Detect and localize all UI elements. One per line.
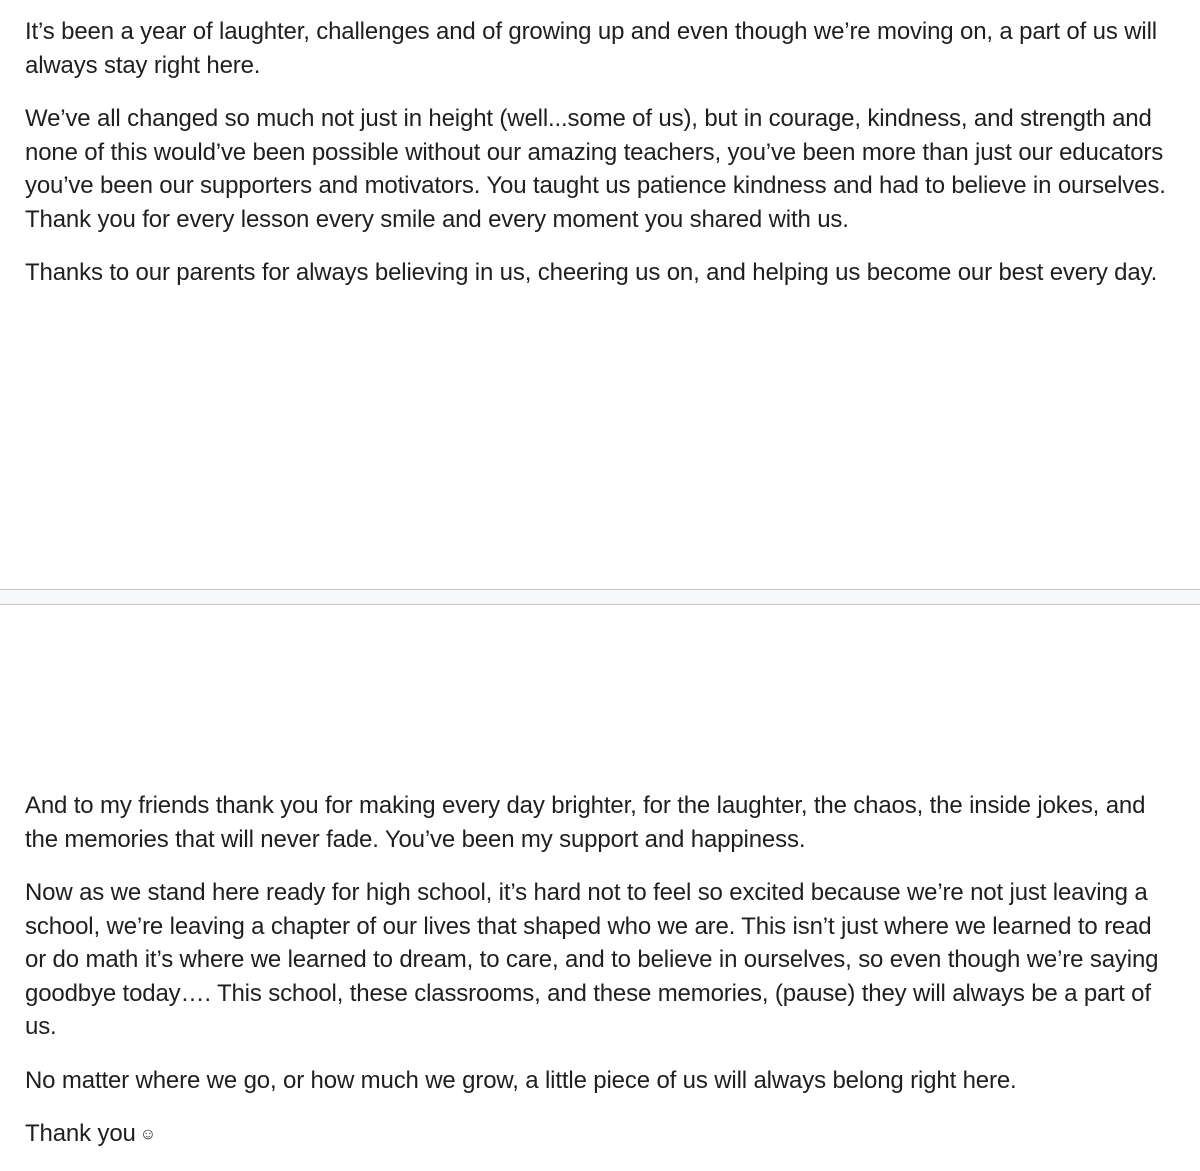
paragraph-intro: It’s been a year of laughter, challenges and of growing up and even though we’re moving on, a part of us will always stay right here. xyxy=(25,18,1157,79)
page-1-text-body[interactable] xyxy=(25,15,1175,310)
closing-line xyxy=(25,1117,1175,1151)
page-2-text-body[interactable] xyxy=(25,789,1175,1171)
paragraph-friends: And to my friends thank you for making every day brighter, for the laughter, the chaos, the inside jokes, and the memories that will never fade. You’ve been my support and happiness. xyxy=(25,792,1146,853)
paragraph-parents: Thanks to our parents for always believing in us, cheering us on, and helping us become our best every day. xyxy=(25,259,1158,286)
paragraph-high-school: Now as we stand here ready for high school, it’s hard not to feel so excited because we’re not just leaving a school, we’re leaving a chapter of our lives that shaped who we are. This isn’t just where we learned to read or do math it’s where we learned to dream, to care, and to believe in ourselves, so even though we’re saying goodbye today…. This school, these classrooms, and these memories, (pause) they will always be a part of us. xyxy=(25,879,1159,1040)
smiling-face-icon: ☺ xyxy=(139,1125,156,1143)
page-break xyxy=(0,589,1200,605)
paragraph-teachers: We’ve all changed so much not just in height (well...some of us), but in courage, kindness, and strength and none of this would’ve been possible without our amazing teachers, you’ve been more than just our educators you’ve been our supporters and motivators. You taught us patience kindness and had to believe in ourselves. Thank you for every lesson every smile and every moment you shared with us. xyxy=(25,105,1166,233)
closing-text: Thank you xyxy=(25,1120,136,1147)
document-page-2 xyxy=(0,605,1200,1168)
paragraph-belong: No matter where we go, or how much we grow, a little piece of us will always belong right here. xyxy=(25,1066,1017,1094)
